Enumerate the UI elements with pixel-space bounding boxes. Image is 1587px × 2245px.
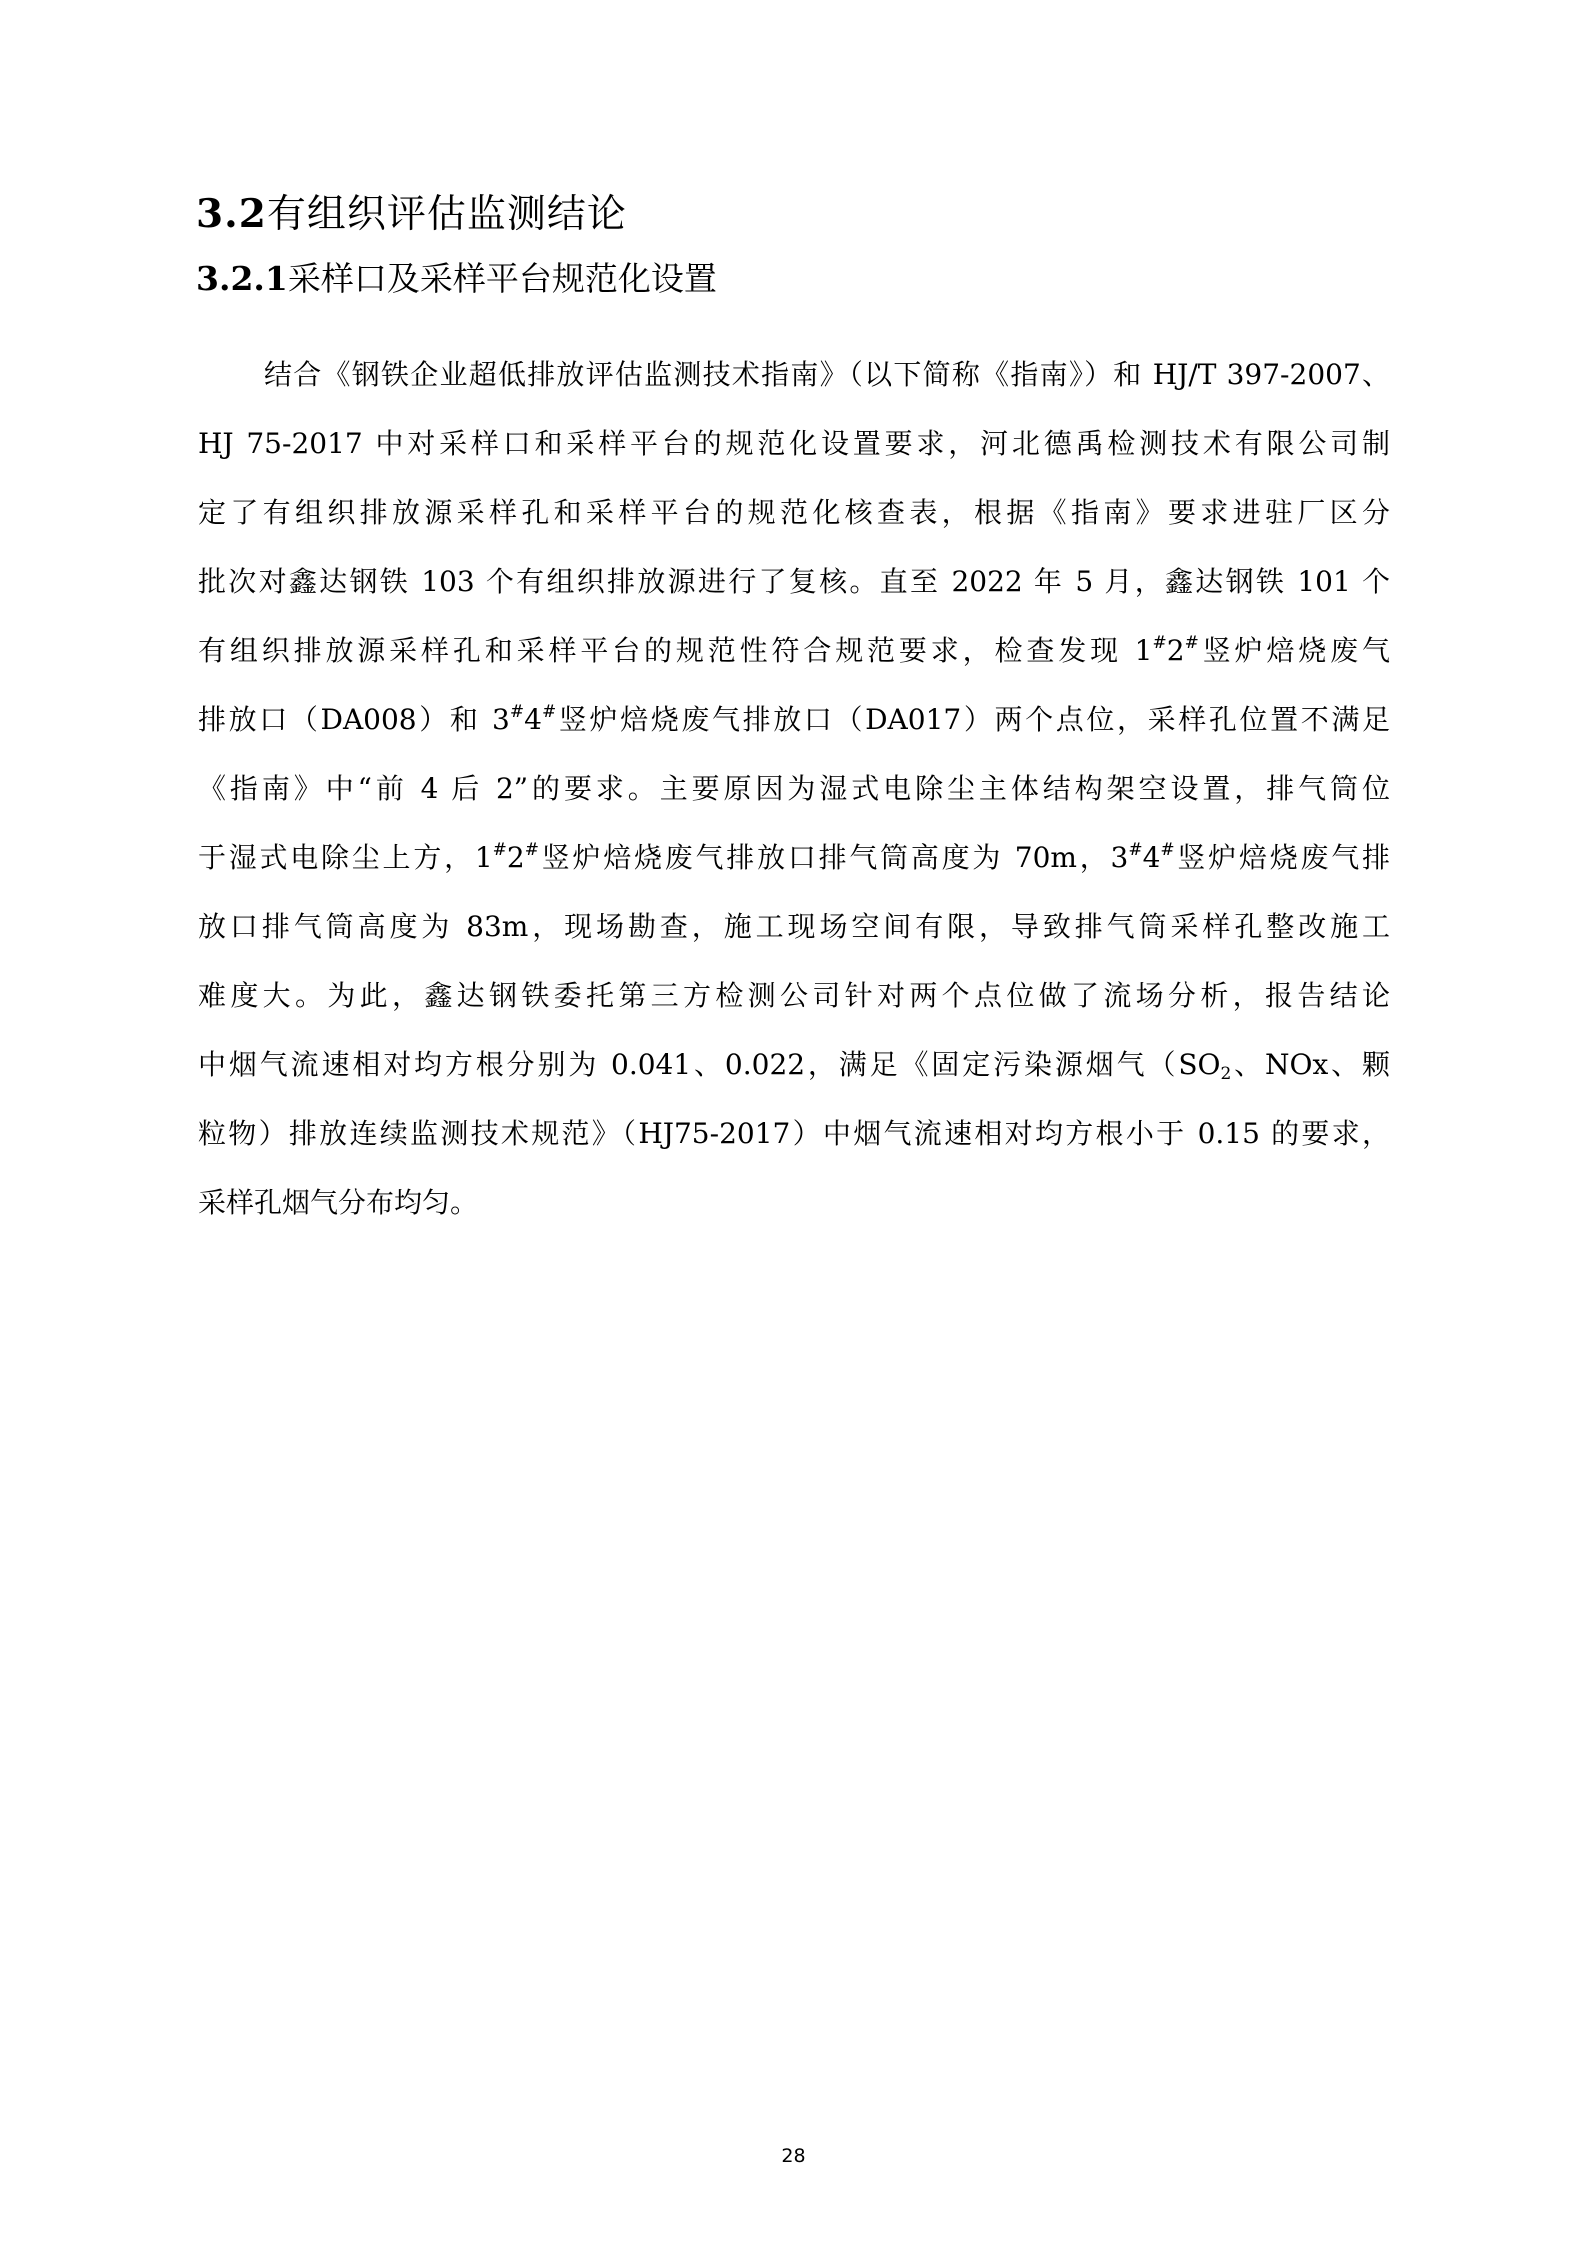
subscript: 2: [1220, 1064, 1232, 1084]
text-run: 中烟气流速相对均方根分别为 0.041、0.022，满足《固定污染源烟气（SO: [198, 1048, 1221, 1081]
text-run: 2: [1166, 634, 1185, 667]
superscript: #: [524, 840, 539, 860]
paragraph-line: [198, 1030, 1390, 1099]
body-paragraph: [198, 340, 1390, 1237]
paragraph-line: [198, 823, 1390, 892]
paragraph-line: 结合《钢铁企业超低排放评估监测技术指南》（以下简称《指南》）和 HJ/T 397-2007、: [264, 358, 1390, 391]
superscript: #: [1152, 633, 1167, 653]
paragraph-line: 采样孔烟气分布均匀。: [198, 1186, 479, 1219]
section-heading: [196, 186, 627, 243]
superscript: #: [1128, 840, 1143, 860]
text-run: 2: [506, 841, 525, 874]
paragraph-line: 定了有组织排放源采样孔和采样平台的规范化核查表，根据《指南》要求进驻厂区分: [198, 496, 1390, 529]
superscript: #: [492, 840, 507, 860]
text-run: 4: [524, 703, 542, 736]
paragraph-line: 难度大。为此，鑫达钢铁委托第三方检测公司针对两个点位做了流场分析，报告结论: [198, 979, 1390, 1012]
section-title: 有组织评估监测结论: [266, 192, 627, 237]
text-run: 竖炉焙烧废气排放口排气筒高度为 70m，3: [538, 841, 1129, 874]
paragraph-line: 《指南》中“前 4 后 2”的要求。主要原因为湿式电除尘主体结构架空设置，排气筒位: [198, 772, 1390, 805]
subsection-title: 采样口及采样平台规范化设置: [287, 259, 717, 298]
text-run: 排放口（DA008）和 3: [198, 703, 510, 736]
subsection-heading: [196, 254, 717, 304]
paragraph-line: [198, 685, 1390, 754]
text-run: 、NOx、颗: [1231, 1048, 1391, 1081]
text-run: 竖炉焙烧废气: [1198, 634, 1390, 667]
superscript: #: [541, 702, 557, 722]
text-run: 竖炉焙烧废气排放口（DA017）两个点位，采样孔位置不满足: [556, 703, 1390, 736]
superscript: #: [1184, 633, 1199, 653]
text-run: 于湿式电除尘上方，1: [198, 841, 493, 874]
paragraph-line: HJ 75-2017 中对采样口和采样平台的规范化设置要求，河北德禹检测技术有限公司制: [198, 427, 1390, 460]
text-run: 竖炉焙烧废气排: [1174, 841, 1390, 874]
page-number: 28: [781, 2145, 806, 2167]
superscript: #: [509, 702, 525, 722]
superscript: #: [1160, 840, 1175, 860]
text-run: 4: [1142, 841, 1161, 874]
subsection-number: 3.2.1: [196, 259, 288, 298]
section-number: 3.2: [196, 191, 267, 237]
paragraph-line: 批次对鑫达钢铁 103 个有组织排放源进行了复核。直至 2022 年 5 月，鑫达钢铁 101 个: [198, 565, 1390, 598]
paragraph-line: [198, 616, 1390, 685]
paragraph-line: 粒物）排放连续监测技术规范》（HJ75-2017）中烟气流速相对均方根小于 0.15 的要求，: [198, 1117, 1390, 1150]
text-run: 有组织排放源采样孔和采样平台的规范性符合规范要求，检查发现 1: [198, 634, 1153, 667]
paragraph-line: 放口排气筒高度为 83m，现场勘查，施工现场空间有限，导致排气筒采样孔整改施工: [198, 910, 1390, 943]
